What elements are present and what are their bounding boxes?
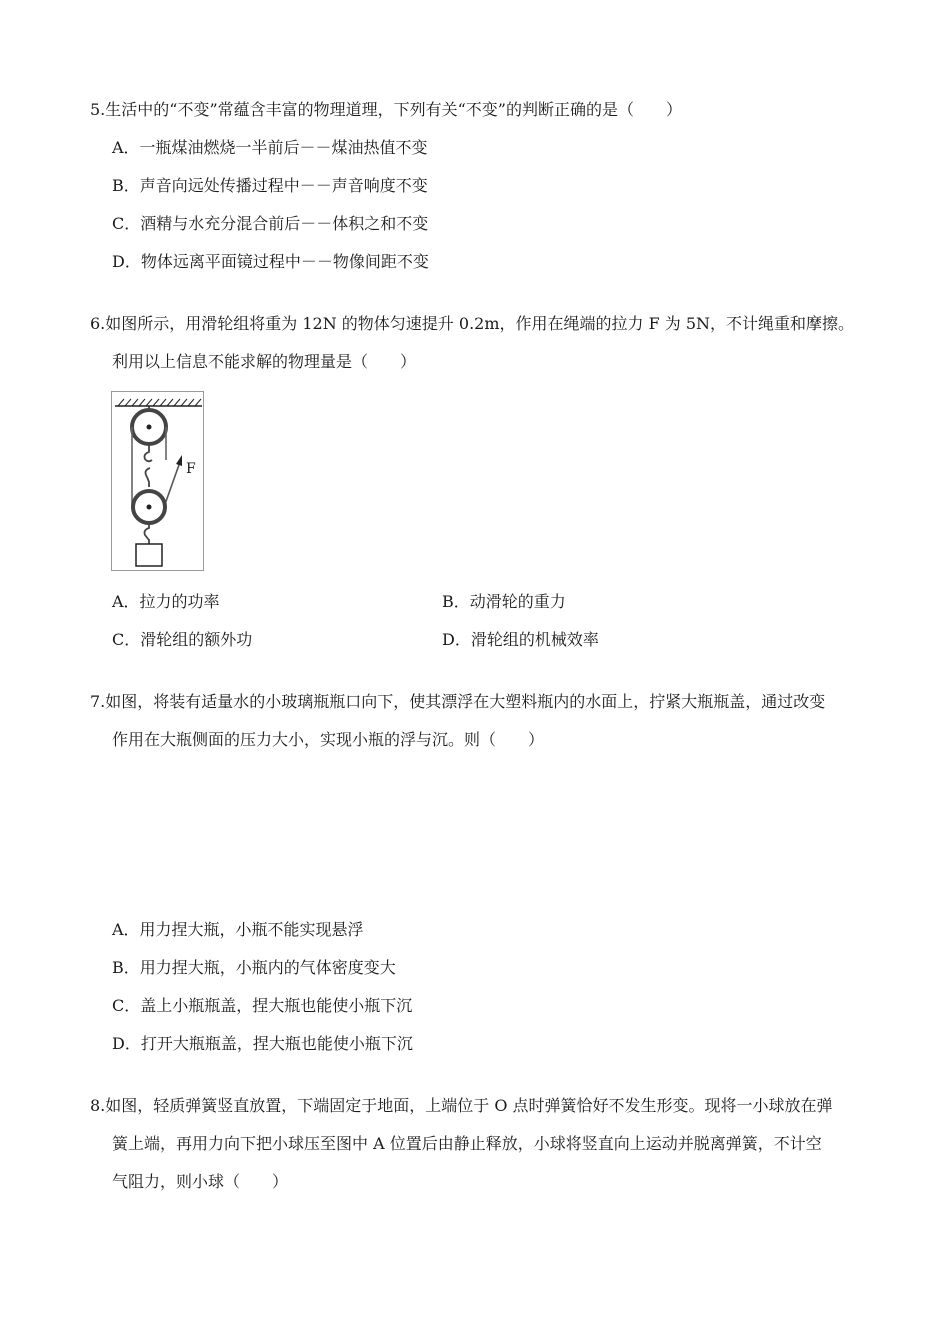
force-f-label: F — [186, 461, 196, 477]
question-5-option-b: B．声音向远处传播过程中－－声音响度不变 — [112, 176, 428, 195]
question-8-stem-line-2: 簧上端，再用力向下把小球压至图中 A 位置后由静止释放，小球将竖直向上运动并脱离弹簧，不计空 — [112, 1134, 822, 1153]
question-6-stem-line-1: 6.如图所示，用滑轮组将重为 12N 的物体匀速提升 0.2m，作用在绳端的拉力 F 为 5N，不计绳重和摩擦。 — [90, 314, 855, 333]
question-5-stem: 5.生活中的“不变”常蕴含丰富的物理道理，下列有关“不变”的判断正确的是（ ） — [90, 100, 682, 119]
question-6-option-c: C．滑轮组的额外功 — [112, 630, 253, 649]
question-6-option-d: D．滑轮组的机械效率 — [442, 630, 599, 649]
pulley-system-icon — [112, 392, 205, 572]
question-5-option-c: C．酒精与水充分混合前后－－体积之和不变 — [112, 214, 429, 233]
question-7-stem-line-1: 7.如图，将装有适量水的小玻璃瓶瓶口向下，使其漂浮在大塑料瓶内的水面上，拧紧大瓶瓶盖，通过改变 — [90, 692, 826, 711]
pulley-figure — [111, 391, 204, 571]
question-5-option-d: D．物体远离平面镜过程中－－物像间距不变 — [112, 252, 429, 271]
question-7-option-a: A．用力捏大瓶，小瓶不能实现悬浮 — [112, 920, 364, 939]
question-7-option-b: B．用力捏大瓶，小瓶内的气体密度变大 — [112, 958, 396, 977]
question-7-option-d: D．打开大瓶瓶盖，捏大瓶也能使小瓶下沉 — [112, 1034, 413, 1053]
question-7-stem-line-2: 作用在大瓶侧面的压力大小，实现小瓶的浮与沉。则（ ） — [112, 730, 545, 749]
question-6-option-b: B．动滑轮的重力 — [442, 592, 566, 611]
question-7-option-c: C．盖上小瓶瓶盖，捏大瓶也能使小瓶下沉 — [112, 996, 413, 1015]
question-8-stem-line-3: 气阻力，则小球（ ） — [112, 1172, 289, 1191]
question-6-option-a: A．拉力的功率 — [112, 592, 220, 611]
question-5-option-a: A．一瓶煤油燃烧一半前后－－煤油热值不变 — [112, 138, 428, 157]
question-8-stem-line-1: 8.如图，轻质弹簧竖直放置，下端固定于地面，上端位于 O 点时弹簧恰好不发生形变。现将一小球放在弹 — [90, 1096, 833, 1115]
question-6-stem-line-2: 利用以上信息不能求解的物理量是（ ） — [112, 352, 417, 371]
